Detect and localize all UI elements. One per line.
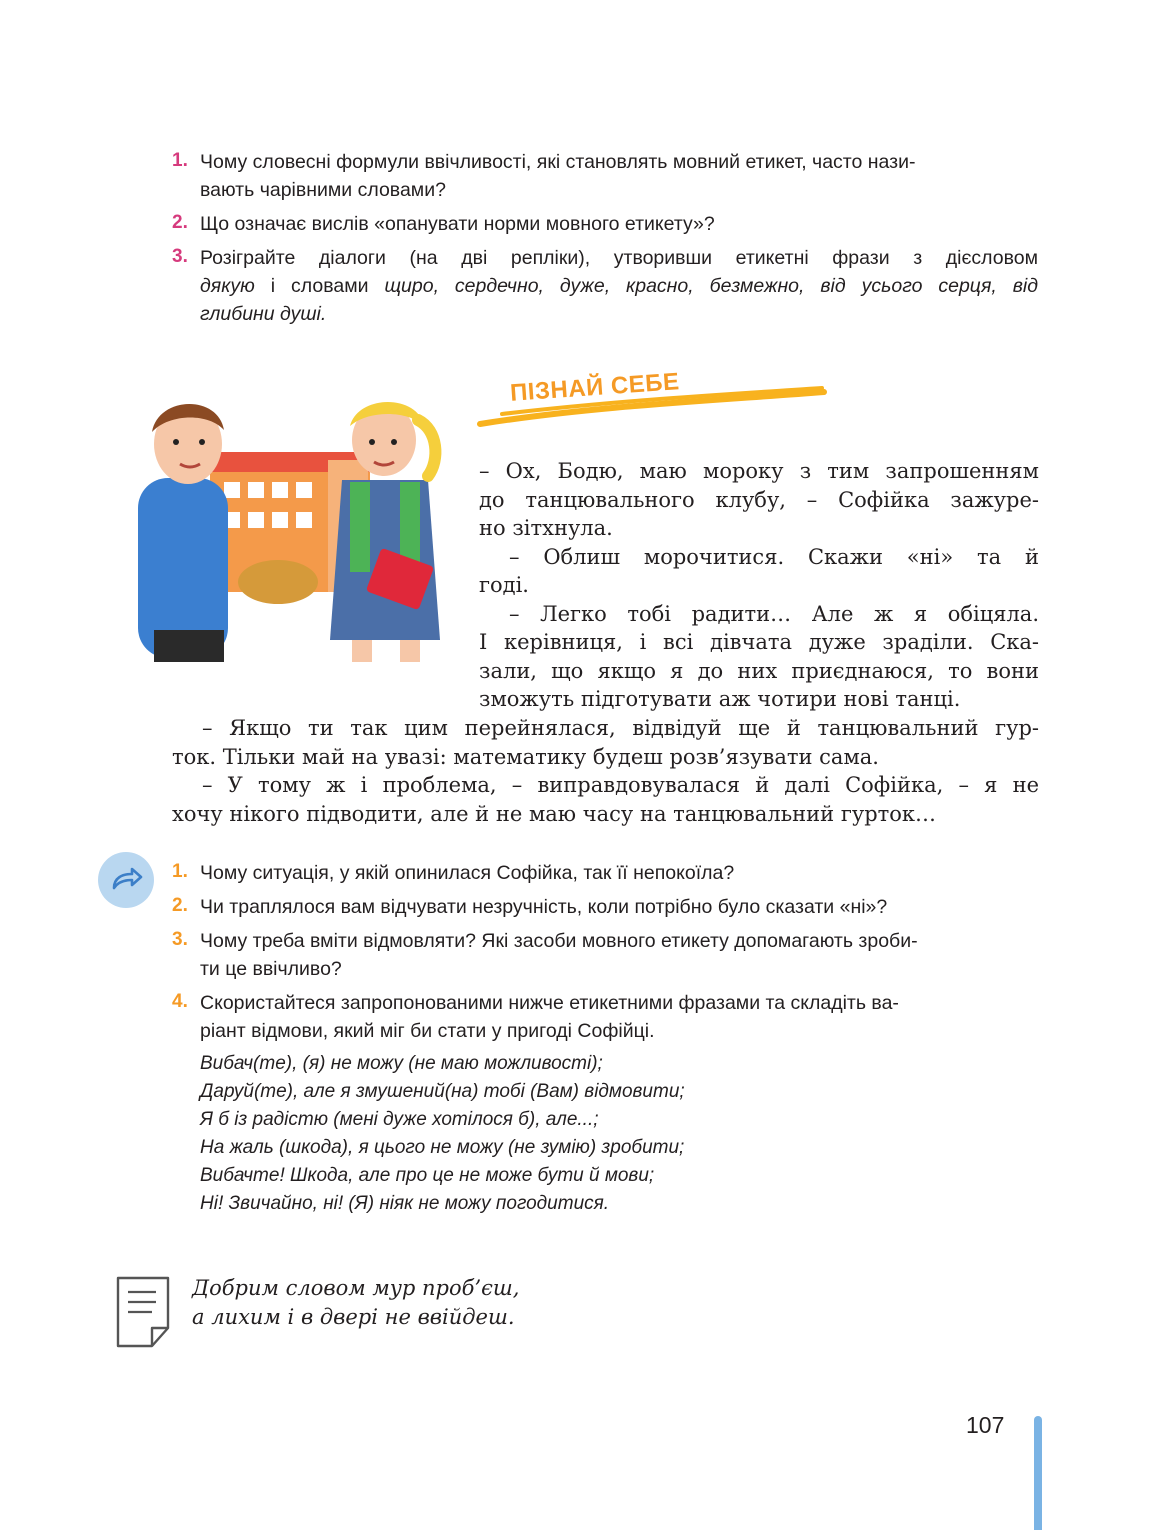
- question-number: 2.: [172, 212, 188, 233]
- question-text: [200, 989, 1038, 1045]
- phrase-line: Даруй(те), але я змушений(на) тобі (Вам) відмовити;: [200, 1081, 685, 1102]
- proverb: [192, 1274, 692, 1332]
- phrase-line: Ні! Звичайно, ні! (Я) ніяк не можу погодитися.: [200, 1193, 610, 1214]
- etiquette-phrases: [200, 1050, 1038, 1218]
- story-line: годі.: [479, 573, 529, 597]
- story-line: зали, що якщо я до них приєднаюся, то вони: [479, 658, 1039, 683]
- section-title: ПІЗНАЙ СЕБЕ: [509, 368, 681, 407]
- question-line: Чому словесні формули ввічливості, які становлять мовний етикет, часто нази-: [200, 151, 916, 173]
- page-number: 107: [966, 1412, 1005, 1438]
- story-line: – Якщо ти так цим перейнялася, відвідуй ще й танцювальний гур-: [202, 716, 1039, 740]
- question-line: ріант відмови, який міг би стати у пригоді Софійці.: [200, 1020, 655, 1042]
- italic-words: глибини душі.: [200, 303, 327, 325]
- section-heading: [472, 364, 842, 444]
- question-number: 4.: [172, 991, 188, 1012]
- question-line: вають чарівними словами?: [200, 179, 446, 201]
- story-text-wide: [172, 714, 1039, 828]
- story-line: – У тому ж і проблема, – виправдовувалася й далі Софійка, – я не: [202, 773, 1039, 797]
- question-number: 1.: [172, 150, 188, 171]
- boy-girl-school-illustration: [128, 390, 448, 662]
- question-number: 3.: [172, 246, 188, 267]
- phrase-line: Вибачте! Шкода, але про це не може бути й мови;: [200, 1165, 655, 1186]
- story-line: І керівниця, і всі дівчата дуже зраділи. Ска-: [479, 630, 1039, 654]
- story-line: зможуть підготувати аж чотири нові танці.: [479, 687, 961, 711]
- story-line: – Ох, Бодю, маю мороку з тим запрошенням: [479, 459, 1039, 483]
- story-line: – Облиш морочитися. Скажи «ні» та й: [509, 544, 1039, 569]
- phrase-line: Вибач(те), (я) не можу (не маю можливості);: [200, 1053, 603, 1074]
- phrase-line: Я б із радістю (мені дуже хотілося б), але...;: [200, 1109, 599, 1130]
- page-edge-bar: [1034, 1416, 1042, 1530]
- question-number: 2.: [172, 895, 188, 916]
- question-text: [200, 927, 1038, 983]
- question-text: Що означає вислів «опанувати норми мовного етикету»?: [200, 213, 715, 235]
- question-line: ти це ввічливо?: [200, 958, 342, 980]
- question-text: [200, 148, 1038, 204]
- proverb-line: Добрим словом мур проб’єш,: [192, 1276, 520, 1300]
- question-line: Розіграйте діалоги (на дві репліки), утворивши етикетні фрази з дієсловом: [200, 247, 1038, 269]
- question-text: [200, 244, 1038, 328]
- note-page-icon: [112, 1272, 176, 1352]
- story-line: хочу нікого підводити, але й не маю часу на танцювальний гурток…: [172, 801, 937, 826]
- question-number: 1.: [172, 861, 188, 882]
- question-number: 3.: [172, 929, 188, 950]
- story-text: [479, 457, 1039, 714]
- story-line: до танцювального клубу, – Софійка зажуре-: [479, 487, 1039, 512]
- question-line: Чому треба вміти відмовляти? Які засоби мовного етикету допомагають зроби-: [200, 930, 918, 952]
- phrase-line: На жаль (шкода), я цього не можу (не зумію) зробити;: [200, 1137, 685, 1158]
- story-line: но зітхнула.: [479, 516, 613, 540]
- italic-words: щиро, сердечно, дуже, красно, безмежно, від усього серця, від: [384, 275, 1039, 297]
- plain-text: і словами: [254, 275, 385, 297]
- proverb-line: а лихим і в двері не ввійдеш.: [192, 1305, 515, 1329]
- italic-word: дякую: [200, 275, 255, 297]
- question-text: Чи траплялося вам відчувати незручність, коли потрібно було сказати «ні»?: [200, 896, 888, 918]
- question-text: Чому ситуація, у якій опинилася Софійка, так її непокоїла?: [200, 862, 735, 884]
- share-arrow-icon: [98, 852, 154, 908]
- question-line: Скористайтеся запропонованими нижче етикетними фразами та складіть ва-: [200, 992, 899, 1014]
- story-line: ток. Тільки май на увазі: математику будеш розв’язувати сама.: [172, 744, 879, 769]
- story-line: – Легко тобі радити… Але ж я обіцяла.: [509, 601, 1039, 626]
